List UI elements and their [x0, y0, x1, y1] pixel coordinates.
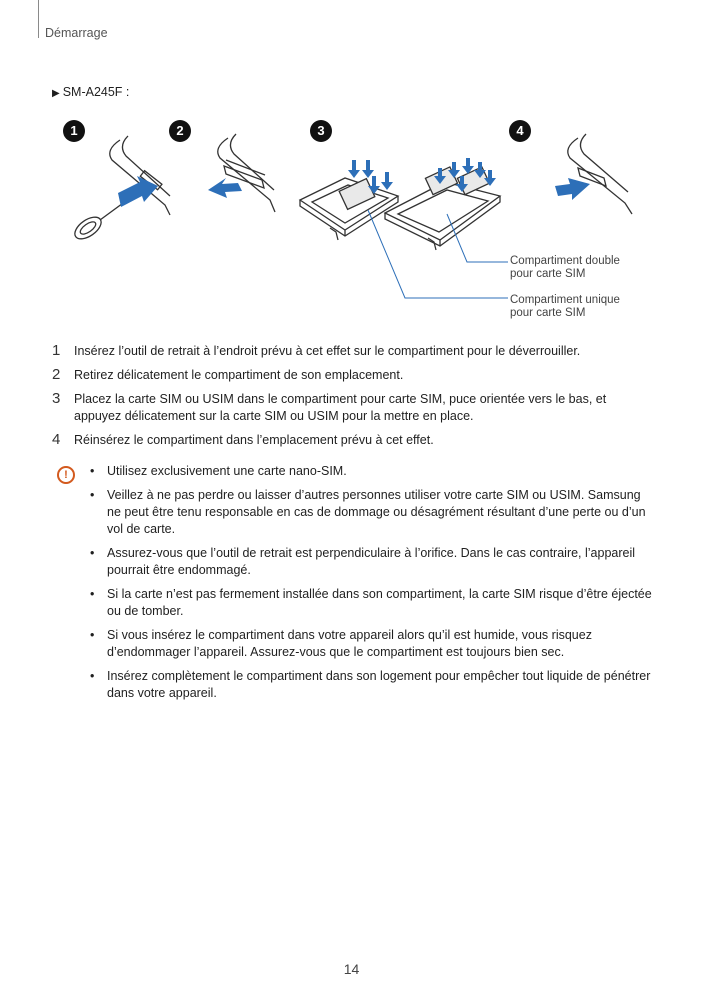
caution-notes: [52, 463, 652, 709]
note-item: • Insérez complètement le compartiment dans son logement pour empêcher tout liquide de pénétrer dans votre appareil.: [52, 668, 652, 702]
phone-corner-1: [110, 136, 170, 215]
callout-single-sim: [510, 294, 620, 320]
phone-corner-4: [568, 134, 632, 214]
step-item: [52, 391, 652, 425]
step-badge-1: 1: [63, 120, 85, 142]
step-item: [52, 367, 652, 384]
note-item: • Si la carte n’est pas fermement installée dans son compartiment, la carte SIM risque d’être éjectée ou de tomber.: [52, 586, 652, 620]
step-text: Retirez délicatement le compartiment de son emplacement.: [74, 368, 404, 382]
step-badge-2: 2: [169, 120, 191, 142]
step-number: 4: [52, 431, 61, 448]
phone-corner-2: [218, 134, 275, 212]
section-title: Démarrage: [45, 26, 108, 40]
callout-single-line2: pour carte SIM: [510, 307, 586, 319]
note-item: • Utilisez exclusivement une carte nano-SIM.: [52, 463, 652, 480]
single-tray: [300, 178, 398, 240]
callout-double-line2: pour carte SIM: [510, 268, 586, 280]
callout-double-sim: [510, 255, 620, 281]
step-text: Insérez l’outil de retrait à l’endroit prévu à cet effet sur le compartiment pour le déverrouiller.: [74, 344, 581, 358]
arrow-icon-4: [555, 178, 590, 200]
note-item: • Assurez-vous que l’outil de retrait est perpendiculaire à l’orifice. Dans le cas contraire, l’appareil pourrait être endommagé.: [52, 545, 652, 579]
step-number: 2: [52, 366, 61, 383]
model-label-text: SM-A245F :: [62, 85, 130, 99]
warning-icon: !: [57, 466, 75, 484]
step-number: 1: [52, 342, 61, 359]
step-item: [52, 343, 652, 360]
triangle-bullet-icon: ▶: [52, 88, 60, 99]
step-badge-3: 3: [310, 120, 332, 142]
callout-double-line1: Compartiment double: [510, 255, 620, 267]
steps-list: [52, 343, 652, 456]
step-item: [52, 432, 652, 449]
note-item: • Si vous insérez le compartiment dans votre appareil alors qu’il est humide, vous risquez d’endommager l’appareil. Assurez-vous que le compartiment est toujours bien sec.: [52, 627, 652, 661]
step-number: 3: [52, 390, 61, 407]
arrow-icon-2: [208, 178, 242, 198]
page-number: 14: [343, 961, 360, 977]
step-badge-4: 4: [509, 120, 531, 142]
callout-line-single: [368, 210, 508, 298]
callout-single-line1: Compartiment unique: [510, 294, 620, 306]
note-item: • Veillez à ne pas perdre ou laisser d’autres personnes utiliser votre carte SIM ou USIM. Samsung ne peut être tenu responsable en cas de dommage ou désagrément résultant d’une perte ou d’un vol de carte.: [52, 487, 652, 538]
arrow-icon-1: [118, 176, 158, 207]
step-text: Réinsérez le compartiment dans l’emplacement prévu à cet effet.: [74, 433, 434, 447]
step-text: Placez la carte SIM ou USIM dans le compartiment pour carte SIM, puce orientée vers le bas, et appuyez délicatement sur la carte SIM ou USIM pour la mettre en place.: [74, 392, 607, 423]
